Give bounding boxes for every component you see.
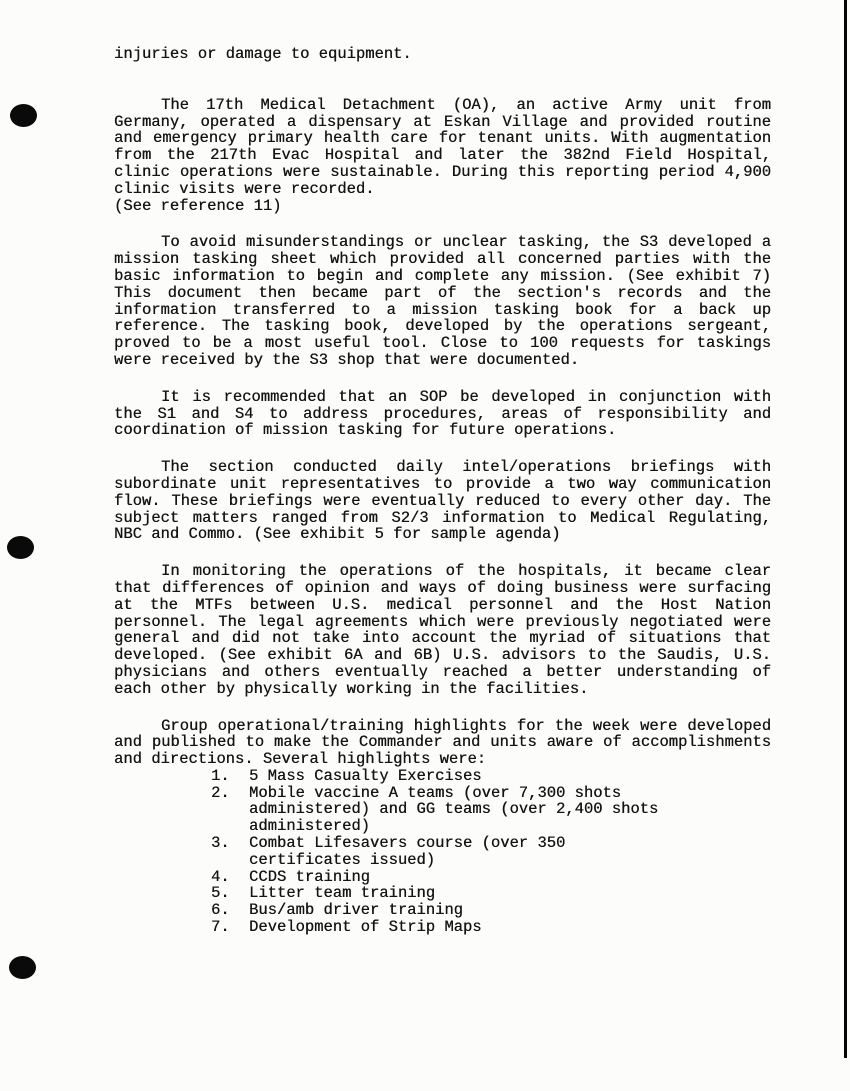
item-text: Mobile vaccine A teams (over 7,300 shots administered) and GG teams (over 2,400 shots administered) <box>249 783 659 836</box>
highlight-item-6 <box>211 902 771 919</box>
hole-punch-bottom <box>9 956 36 979</box>
item-text: Bus/amb driver training <box>249 901 463 920</box>
item-number: 1. <box>211 766 230 785</box>
item-text: Litter team training <box>249 884 436 903</box>
item-number: 5. <box>211 884 230 903</box>
paragraph-1: The 17th Medical Detachment (OA), an active Army unit from Germany, operated a dispensary at Eskan Village and provided routine and emergency primary health care for tenant units. With augmentation from the 217th Evac Hospital and later the 382nd Field Hospital, clinic operations were sustainable. During this reporting period 4,900 clinic visits were recorded. <box>114 95 771 198</box>
hole-punch-top <box>10 104 37 127</box>
item-text: Combat Lifesavers course (over 350 certificates issued) <box>249 834 566 869</box>
item-text: 5 Mass Casualty Exercises <box>249 766 482 785</box>
highlight-item-7 <box>211 919 771 936</box>
leading-line: injuries or damage to equipment. <box>114 45 412 63</box>
item-text: CCDS training <box>249 867 370 886</box>
hole-punch-middle <box>7 536 34 559</box>
document-text <box>114 46 771 936</box>
paragraph-4: The section conducted daily intel/operations briefings with subordinate unit representatives to provide a two way communication flow. These briefings were eventually reduced to every other day. The subject matters ranged from S2/3 information to Medical Regulating, NBC and Commo. (See exhibit 5 for sample agenda) <box>114 458 771 544</box>
highlights-intro: Group operational/training highlights for the week were developed and published to make the Commander and units aware of accomplishments and directions. Several highlights were: <box>114 716 771 769</box>
reference-note: (See reference 11) <box>114 196 282 215</box>
item-number: 6. <box>211 901 230 920</box>
item-number: 4. <box>211 867 230 886</box>
paragraph-3: It is recommended that an SOP be developed in conjunction with the S1 and S4 to address procedures, areas of responsibility and coordination of mission tasking for future operations. <box>114 387 771 440</box>
highlight-item-4 <box>211 869 771 886</box>
highlight-item-3 <box>211 835 771 869</box>
paragraph-5: In monitoring the operations of the hospitals, it became clear that differences of opinion and ways of doing business were surfacing at the MTFs between U.S. medical personnel and the Host Nation personnel. The legal agreements which were previously negotiated were general and did not take into account the myriad of situations that developed. (See exhibit 6A and 6B) U.S. advisors to the Saudis, U.S. physicians and others eventually reached a better understanding of each other by physically working in the facilities. <box>114 562 771 698</box>
item-number: 3. <box>211 834 230 853</box>
item-text: Development of Strip Maps <box>249 918 482 937</box>
highlight-item-5 <box>211 885 771 902</box>
highlight-item-2 <box>211 785 771 835</box>
highlight-item-1 <box>211 768 771 785</box>
scan-edge-line <box>844 0 847 1058</box>
highlights-list <box>114 768 771 936</box>
item-number: 2. <box>211 783 230 802</box>
item-number: 7. <box>211 918 230 937</box>
paragraph-2: To avoid misunderstandings or unclear tasking, the S3 developed a mission tasking sheet which provided all concerned parties with the basic information to begin and complete any mission. (See exhibit 7) This document then became part of the section's records and the information transferred to a mission tasking book for a back up reference. The tasking book, developed by the operations sergeant, proved to be a most useful tool. Close to 100 requests for taskings were received by the S3 shop that were documented. <box>114 233 771 369</box>
